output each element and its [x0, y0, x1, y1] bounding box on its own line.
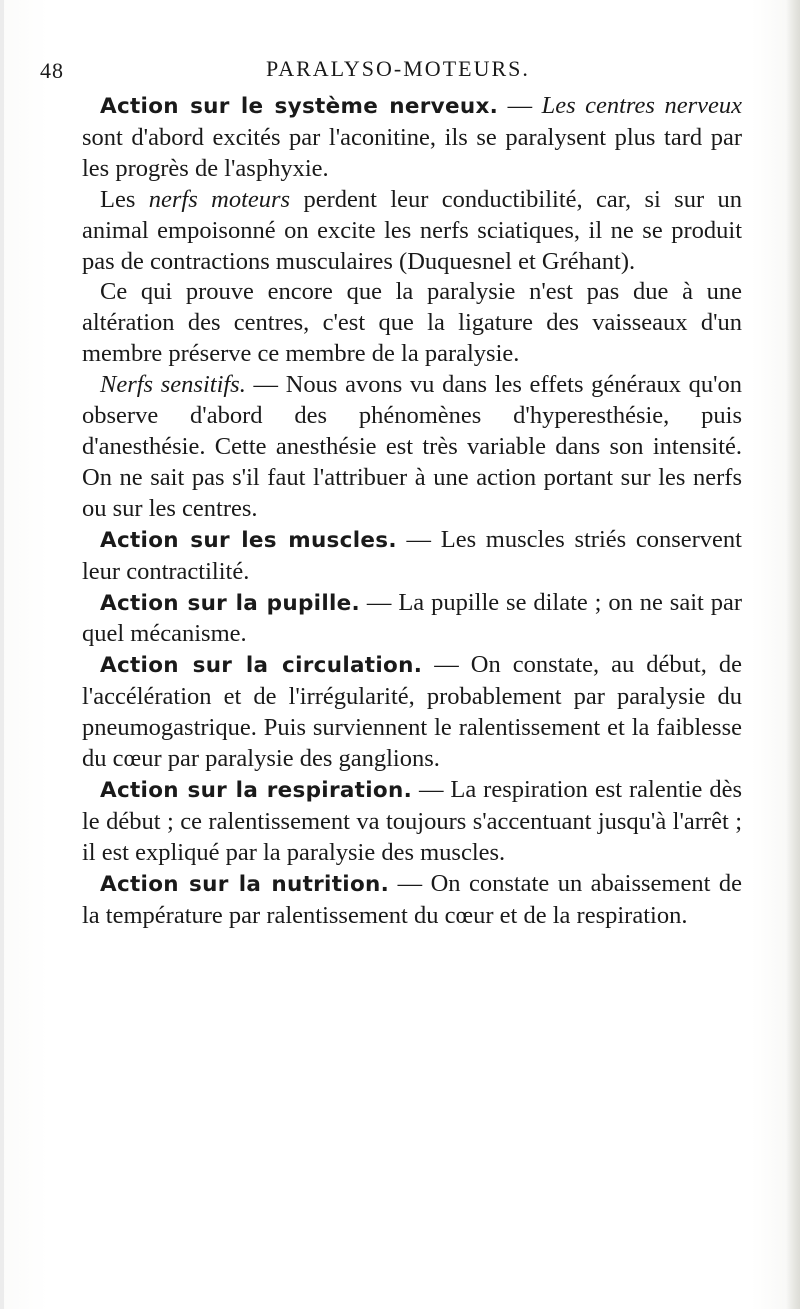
- paragraph-respiration: [82, 775, 742, 869]
- section-heading: Action sur la circulation.: [100, 653, 423, 679]
- paragraph-body: sont d'abord excités par l'aconitine, ils se paralysent plus tard par les progrès de l'asphyxie.: [82, 123, 742, 182]
- paragraph-nutrition: [82, 869, 742, 932]
- paragraph-body: La respiration est ralentie dès le début ; ce ralentissement va toujours s'accentuant jusqu'à l'arrêt ; il est expliqué par la paralysie des muscles.: [82, 775, 743, 866]
- italic-term: Les centres nerveux: [541, 92, 742, 119]
- paragraph-body: Les muscles striés conservent leur contractilité.: [82, 525, 742, 585]
- separator: —: [498, 92, 542, 119]
- section-heading: Action sur le système nerveux.: [100, 94, 499, 119]
- section-heading: Action sur la respiration.: [100, 777, 413, 803]
- italic-heading: Nerfs sensitifs.: [100, 371, 246, 399]
- paragraph-nervous-system: [82, 91, 742, 185]
- paragraph-sensory-nerves: [82, 370, 742, 525]
- running-head: PARALYSO-MOTEURS.: [266, 56, 530, 81]
- page-left-edge: [0, 0, 4, 1309]
- separator: —: [360, 588, 399, 616]
- page-header: [40, 50, 740, 82]
- paragraph-pupil: [82, 588, 742, 651]
- section-heading: Action sur la nutrition.: [100, 871, 390, 897]
- separator: —: [245, 371, 286, 399]
- page-number: 48: [40, 58, 64, 83]
- paragraph-circulation: [82, 650, 742, 775]
- paragraph-lead: Les: [100, 185, 149, 213]
- paragraph-body: perdent leur conductibilité, car, si sur un animal empoisonné on excite les nerfs sciatiques, il ne se produit pas de contractions musculaires (Duquesnel et Gréhant).: [82, 185, 742, 275]
- paragraph-body: On constate, au début, de l'accélération et de l'irrégularité, probablement par paralysie du pneumogastrique. Puis surviennent le ralentissement et la faiblesse du cœur par paralysie des ganglions.: [82, 651, 742, 773]
- body-text: [82, 91, 742, 931]
- paragraph-body: Nous avons vu dans les effets généraux qu'on observe d'abord des phénomènes d'hyperesthésie, puis d'anesthésie. Cette anesthésie est très variable dans son intensité. On ne sait pas s'il faut l'attribuer à une action portant sur les nerfs ou sur les centres.: [82, 371, 743, 522]
- paragraph-body: On constate un abaissement de la température par ralentissement du cœur et de la respiration.: [82, 869, 742, 929]
- page-right-edge: [786, 0, 800, 1309]
- section-heading: Action sur la pupille.: [100, 590, 361, 616]
- paragraph-muscles: [82, 525, 742, 588]
- paragraph-body: La pupille se dilate ; on ne sait par quel mécanisme.: [82, 588, 743, 648]
- paragraph-body: Ce qui prouve encore que la paralysie n'est pas due à une altération des centres, c'est que la ligature des vaisseaux d'un membre préserve ce membre de la paralysie.: [82, 278, 742, 368]
- paragraph-ligature: [82, 277, 742, 370]
- paragraph-motor-nerves: [82, 185, 742, 278]
- separator: —: [396, 525, 441, 553]
- separator: —: [422, 651, 471, 679]
- separator: —: [412, 775, 451, 803]
- italic-term: nerfs moteurs: [148, 185, 291, 213]
- separator: —: [389, 869, 431, 897]
- section-heading: Action sur les muscles.: [100, 527, 397, 553]
